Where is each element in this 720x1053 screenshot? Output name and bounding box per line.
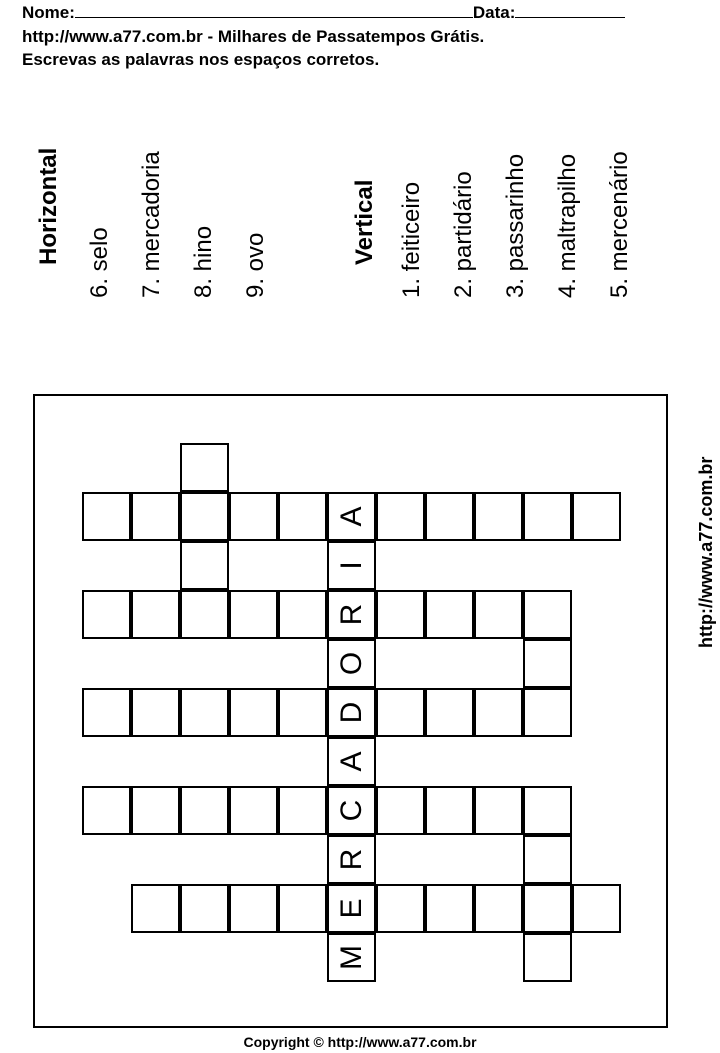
filled-letter: E <box>334 898 368 919</box>
crossword-cell[interactable] <box>474 688 523 737</box>
filled-letter: R <box>334 603 368 626</box>
crossword-cell[interactable] <box>474 492 523 541</box>
crossword-cell[interactable] <box>376 590 425 639</box>
site-line: http://www.a77.com.br - Milhares de Passatempos Grátis. <box>22 27 485 46</box>
crossword-cell[interactable] <box>278 786 327 835</box>
crossword-cell[interactable] <box>131 492 180 541</box>
filled-letter: M <box>334 945 368 970</box>
crossword-cell[interactable] <box>180 443 229 492</box>
filled-letter: R <box>334 848 368 871</box>
crossword-cell[interactable] <box>82 590 131 639</box>
name-label: Nome: <box>22 3 75 22</box>
crossword-cell[interactable] <box>180 884 229 933</box>
crossword-cell[interactable] <box>523 639 572 688</box>
filled-letter: O <box>334 651 368 676</box>
crossword-cell[interactable] <box>229 884 278 933</box>
crossword-cell[interactable] <box>82 688 131 737</box>
crossword-cell[interactable] <box>376 492 425 541</box>
vertical-clue: 1. feiticeiro <box>398 181 425 298</box>
horizontal-clue: 9. ovo <box>242 232 269 298</box>
crossword-cell[interactable] <box>278 688 327 737</box>
crossword-cell[interactable] <box>376 884 425 933</box>
filled-letter: C <box>334 799 368 822</box>
horizontal-clue: 8. hino <box>190 225 217 298</box>
crossword-cell[interactable] <box>229 786 278 835</box>
crossword-cell[interactable] <box>425 786 474 835</box>
vertical-title: Vertical <box>351 179 378 265</box>
filled-letter: A <box>334 751 368 772</box>
instructions: Escrevas as palavras nos espaços corretos. <box>22 50 380 69</box>
crossword-cell[interactable] <box>474 884 523 933</box>
filled-letter: D <box>334 701 368 724</box>
crossword-cell[interactable] <box>278 492 327 541</box>
crossword-cell[interactable] <box>523 835 572 884</box>
name-field[interactable] <box>75 3 473 18</box>
side-url: http://www.a77.com.br <box>696 456 716 648</box>
crossword-cell[interactable] <box>376 786 425 835</box>
vertical-clue: 3. passarinho <box>502 153 529 298</box>
date-label: Data: <box>472 3 516 22</box>
crossword-cell[interactable] <box>131 884 180 933</box>
crossword-cell[interactable] <box>474 786 523 835</box>
crossword-cell[interactable] <box>523 933 572 982</box>
crossword-cell[interactable] <box>425 590 474 639</box>
crossword-cell[interactable] <box>523 884 572 933</box>
copyright: Copyright © http://www.a77.com.br <box>243 1034 477 1050</box>
crossword-cell[interactable] <box>425 492 474 541</box>
crossword-cell[interactable] <box>278 590 327 639</box>
crossword-cell[interactable] <box>278 884 327 933</box>
crossword-cell[interactable] <box>376 688 425 737</box>
crossword-cell[interactable] <box>131 688 180 737</box>
crossword-cell[interactable] <box>82 492 131 541</box>
horizontal-title: Horizontal <box>35 147 62 265</box>
crossword-cell[interactable] <box>229 688 278 737</box>
crossword-cell[interactable] <box>180 786 229 835</box>
crossword-cell[interactable] <box>82 786 131 835</box>
crossword-cell[interactable] <box>474 590 523 639</box>
crossword-cell[interactable] <box>229 492 278 541</box>
crossword-cell[interactable] <box>523 688 572 737</box>
crossword-cell[interactable] <box>425 884 474 933</box>
crossword-cell[interactable] <box>523 590 572 639</box>
crossword-cell[interactable] <box>425 688 474 737</box>
vertical-clue: 2. partidário <box>450 171 477 298</box>
crossword-cell[interactable] <box>180 688 229 737</box>
crossword-cell[interactable] <box>180 590 229 639</box>
horizontal-clue: 7. mercadoria <box>138 151 165 298</box>
vertical-clue: 4. maltrapilho <box>554 153 581 298</box>
crossword-cell[interactable] <box>180 492 229 541</box>
crossword-cell[interactable] <box>180 541 229 590</box>
filled-letter: I <box>334 561 368 570</box>
crossword-cell[interactable] <box>572 884 621 933</box>
filled-letter: A <box>334 506 368 527</box>
vertical-clue: 5. mercenário <box>606 151 633 298</box>
crossword-cell[interactable] <box>131 590 180 639</box>
horizontal-clue: 6. selo <box>86 227 113 298</box>
crossword-cell[interactable] <box>523 786 572 835</box>
crossword-cell[interactable] <box>229 590 278 639</box>
name-date-line <box>22 3 625 23</box>
crossword-cell[interactable] <box>131 786 180 835</box>
crossword-cell[interactable] <box>523 492 572 541</box>
crossword-cell[interactable] <box>572 492 621 541</box>
date-field[interactable] <box>515 3 625 18</box>
